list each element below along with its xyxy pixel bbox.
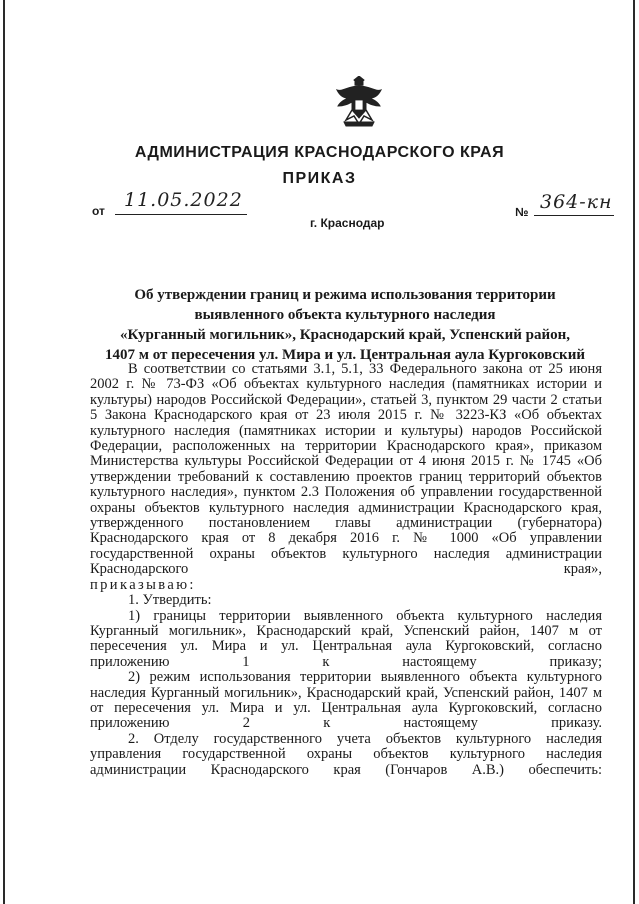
- document-type-heading: ПРИКАЗ: [282, 170, 357, 187]
- title-line: «Курганный могильник», Краснодарский край, Успенский район,: [120, 327, 570, 343]
- number-underline: [534, 215, 614, 216]
- city-label: г. Краснодар: [310, 216, 385, 230]
- document-body: [90, 362, 602, 778]
- organization-heading: АДМИНИСТРАЦИЯ КРАСНОДАРСКОГО КРАЯ: [134, 144, 505, 161]
- scan-right-edge: [633, 0, 635, 904]
- handwritten-number: 364-кн: [540, 191, 613, 213]
- number-prefix: №: [515, 205, 529, 219]
- order-word: приказываю:: [90, 576, 196, 593]
- scan-left-edge: [3, 0, 5, 904]
- document-title: [90, 285, 600, 365]
- item-1-2: 2) режим использования территории выявленного объекта культурного наследия Курганный могильник», Краснодарский край, Успенский район, 1407 м от пересечения ул. Мира и ул. Центральная аула Кургоковский, согласно приложению 2 к настоящему приказу.: [90, 669, 602, 732]
- title-line: выявленного объекта культурного наследия: [194, 307, 496, 323]
- date-prefix: от: [92, 204, 105, 218]
- title-line: 1407 м от пересечения ул. Мира и ул. Центральная аула Кургоковский: [105, 347, 585, 363]
- coat-of-arms-emblem: [334, 76, 384, 128]
- intro-paragraph: В соответствии со статьями 3.1, 5.1, 33 Федерального закона от 25 июня 2002 г. № 73-ФЗ «Об объектах культурного наследия (памятниках истории и культуры) народов Российской Федерации», статьей 3, пунктом 29 части 2 статьи 5 Закона Краснодарского края от 23 июля 2015 г. № 3223-КЗ «Об объектах культурного наследия (памятниках истории и культуры) народов Российской Федерации, расположенных на территории Краснодарского края», приказом Министерства культуры Российской Федерации от 4 июня 2015 г. № 1745 «Об утверждении требований к составлению проектов границ территорий объектов культурного наследия», пунктом 2.3 Положения об управлении государственной охраны объектов культурного наследия администрации Краснодарского края, утвержденного постановлением главы администрации (губернатора) Краснодарского края от 8 декабря 2016 г. № 1000 «Об управлении государственной охраны объектов культурного наследия администрации Краснодарского края»,: [90, 361, 602, 578]
- handwritten-date: 11.05.2022: [124, 189, 243, 211]
- item-2: 2. Отделу государственного учета объектов культурного наследия управления государственной охраны объектов культурного наследия администрации Краснодарского края (Гончаров А.В.) обеспечить:: [90, 730, 602, 778]
- item-1-1: 1) границы территории выявленного объекта культурного наследия Курганный могильник», Краснодарский край, Успенский район, 1407 м от пересечения ул. Мира и ул. Центральная аула Кургоковский, согласно приложению 1 к настоящему приказу;: [90, 607, 602, 670]
- title-line: Об утверждении границ и режима использования территории: [134, 287, 556, 303]
- item-1: 1. Утвердить:: [128, 592, 212, 609]
- date-underline: [115, 214, 247, 215]
